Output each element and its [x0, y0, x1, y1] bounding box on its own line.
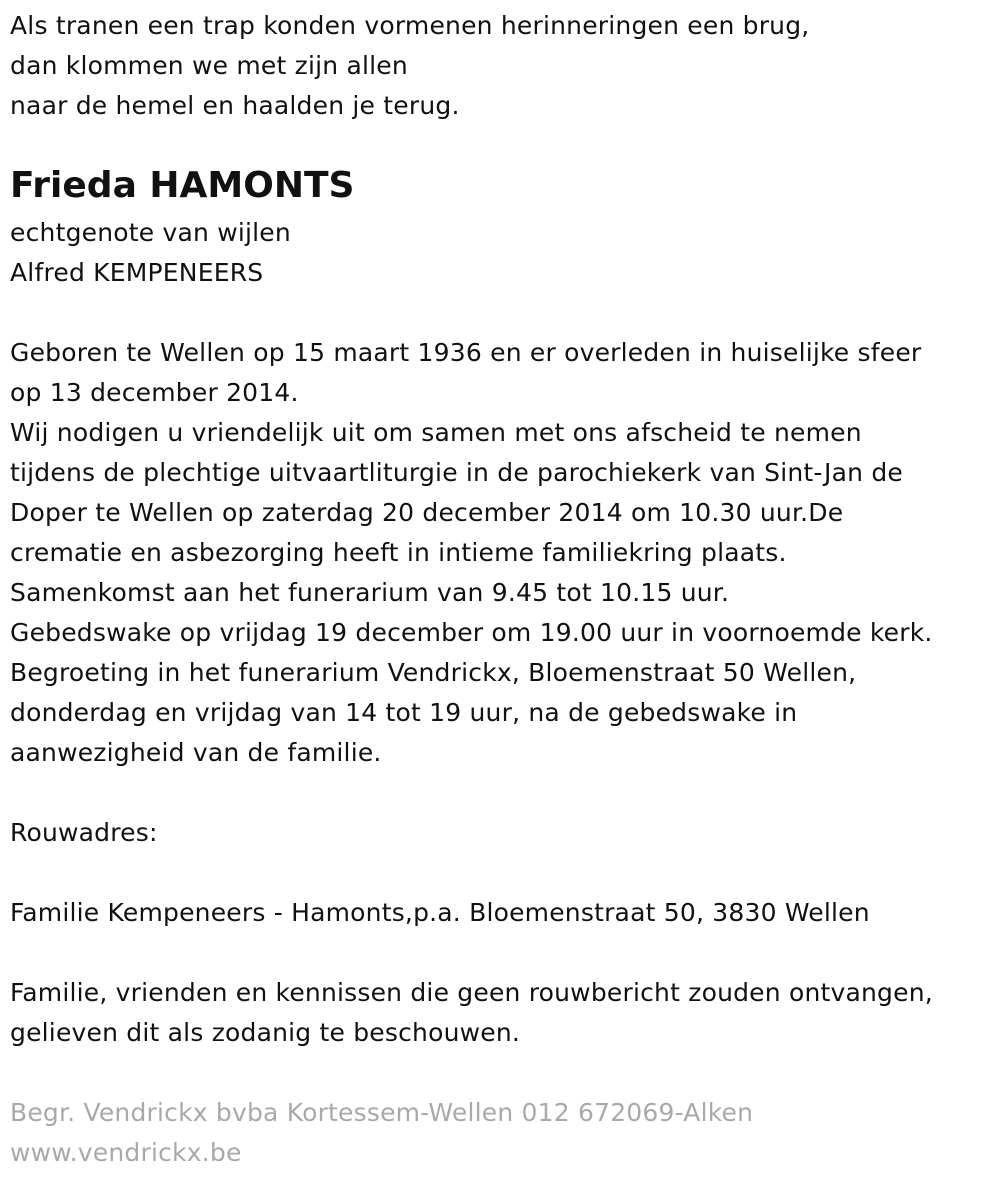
rouwadres-address: Familie Kempeneers - Hamonts,p.a. Bloemenstraat 50, 3830 Wellen: [10, 898, 870, 927]
announcement-line: Doper te Wellen op zaterdag 20 december 2014 om 10.30 uur.De: [10, 498, 844, 527]
announcement-line: op 13 december 2014.: [10, 378, 299, 407]
poem: [10, 6, 995, 126]
announcement-line: crematie en asbezorging heeft in intieme familiekring plaats.: [10, 538, 787, 567]
announcement-line: Samenkomst aan het funerarium van 9.45 tot 10.15 uur.: [10, 578, 730, 607]
announcement-line: tijdens de plechtige uitvaartliturgie in de parochiekerk van Sint-Jan de: [10, 458, 903, 487]
announcement-line: Gebedswake op vrijdag 19 december om 19.00 uur in voornoemde kerk.: [10, 618, 933, 647]
announcement-line: Wij nodigen u vriendelijk uit om samen met ons afscheid te nemen: [10, 418, 862, 447]
rouwadres-address-block: [10, 893, 995, 933]
spouse-name: Alfred KEMPENEERS: [10, 258, 264, 287]
announcement-line: aanwezigheid van de familie.: [10, 738, 382, 767]
spouse-info: [10, 213, 995, 293]
announcement-line: Begroeting in het funerarium Vendrickx, Bloemenstraat 50 Wellen,: [10, 658, 857, 687]
announcement: [10, 333, 995, 773]
poem-line: dan klommen we met zijn allen: [10, 51, 408, 80]
notice-line: gelieven dit als zodanig te beschouwen.: [10, 1018, 521, 1047]
deceased-name: Frieda HAMONTS: [10, 165, 355, 206]
poem-line: naar de hemel en haalden je terug.: [10, 91, 460, 120]
notice: [10, 973, 995, 1053]
announcement-line: Geboren te Wellen op 15 maart 1936 en er overleden in huiselijke sfeer: [10, 338, 922, 367]
footer: [10, 1093, 995, 1173]
announcement-line: donderdag en vrijdag van 14 tot 19 uur, na de gebedswake in: [10, 698, 798, 727]
undertaker-info: Begr. Vendrickx bvba Kortessem-Wellen 012 672069-Alken: [10, 1098, 754, 1127]
rouwadres-label-block: [10, 813, 995, 853]
relation-text: echtgenote van wijlen: [10, 218, 291, 247]
poem-line: Als tranen een trap konden vormenen herinneringen een brug,: [10, 11, 810, 40]
notice-line: Familie, vrienden en kennissen die geen rouwbericht zouden ontvangen,: [10, 978, 933, 1007]
website-link[interactable]: www.vendrickx.be: [10, 1138, 242, 1167]
rouwadres-label: Rouwadres:: [10, 818, 158, 847]
